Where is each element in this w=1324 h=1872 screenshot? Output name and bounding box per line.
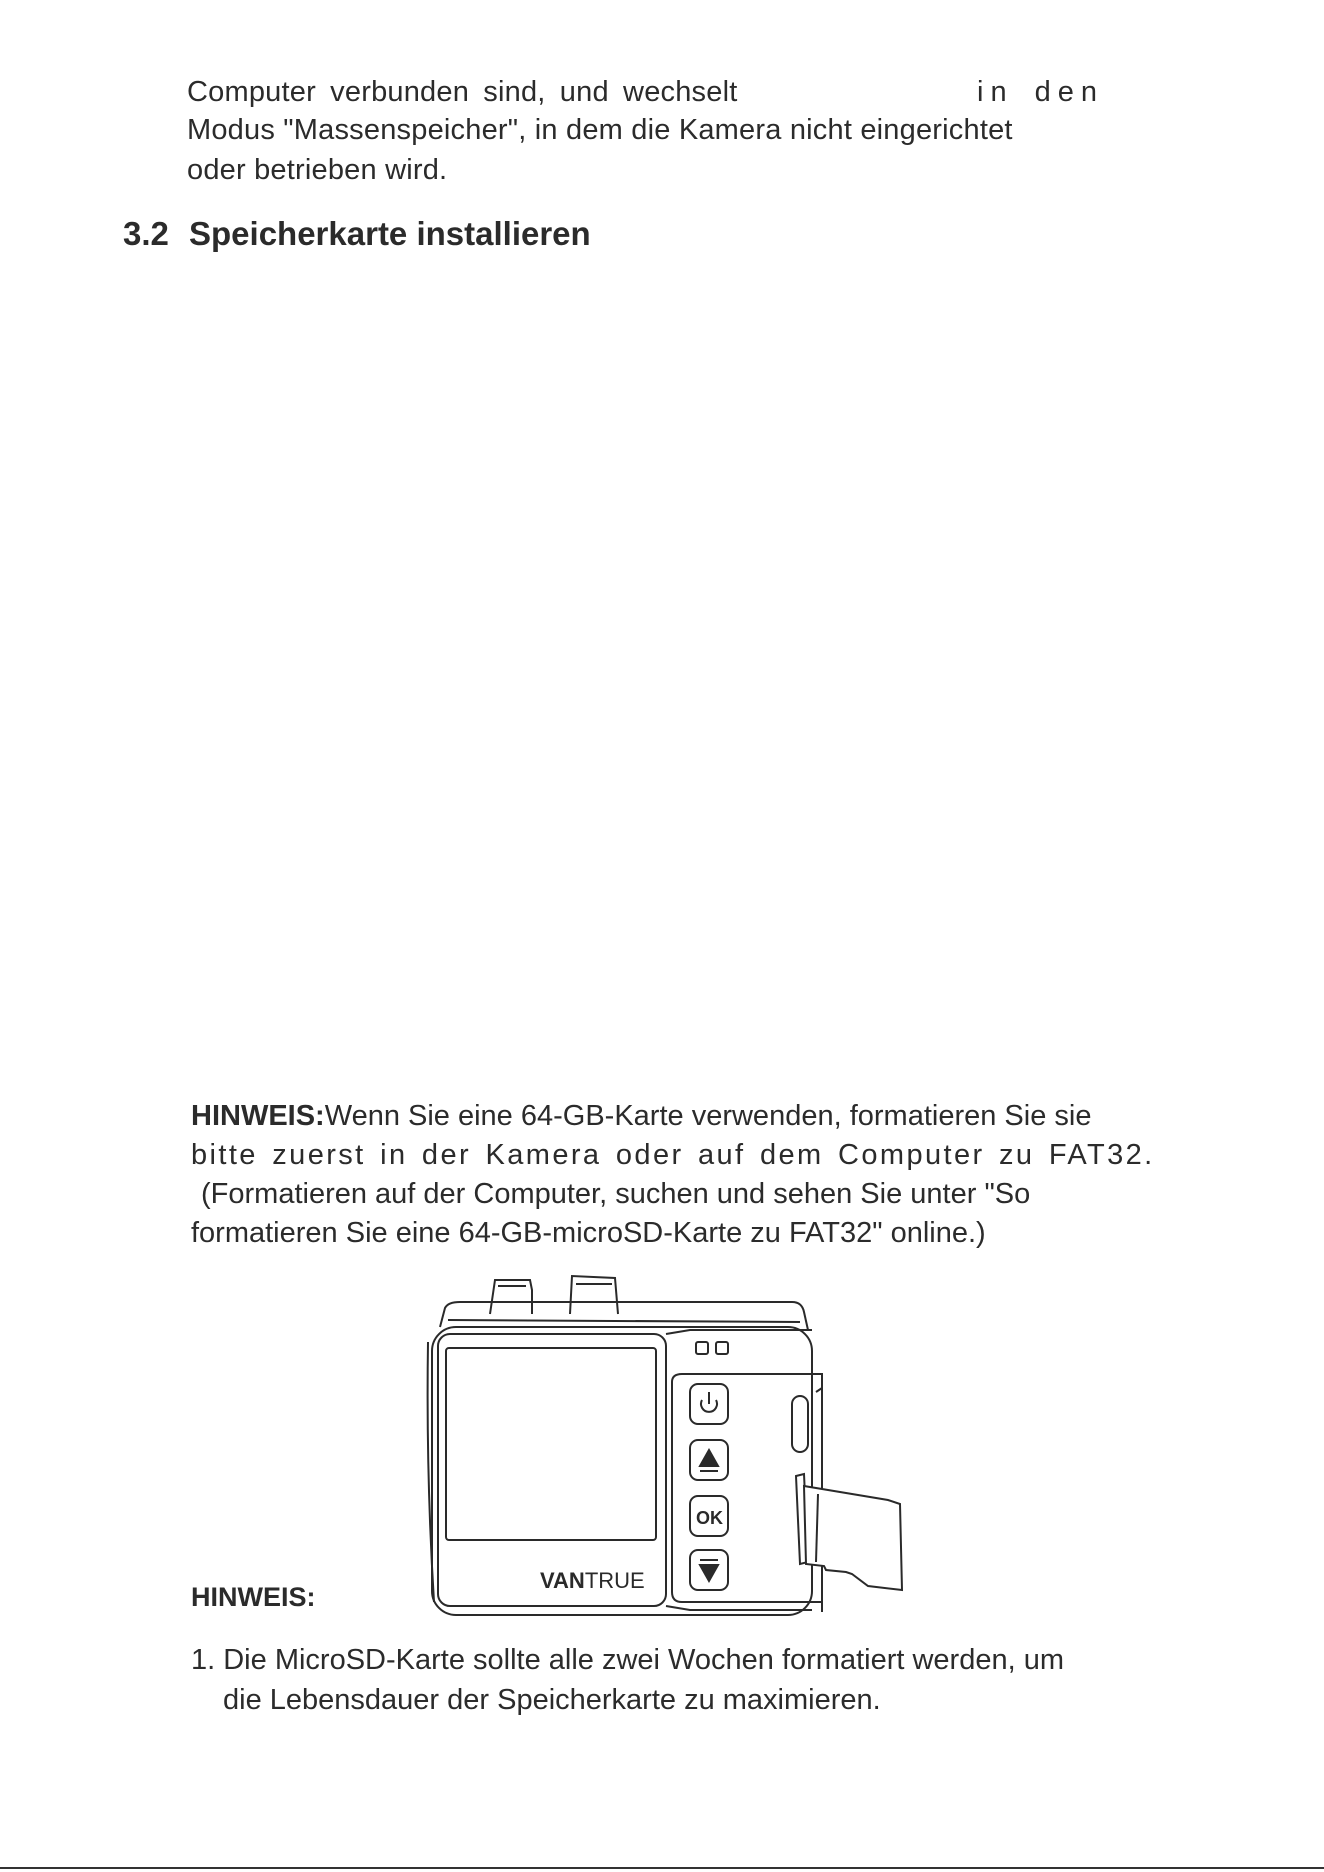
- ok-button-label: OK: [696, 1508, 723, 1528]
- section-heading: [123, 215, 591, 253]
- intro-line-1: [187, 72, 1105, 112]
- section-number: 3.2: [123, 215, 169, 252]
- mount-clip-right-icon: [570, 1276, 618, 1314]
- list-item-1-line-2: die Lebensdauer der Speicherkarte zu maximieren.: [223, 1684, 881, 1716]
- note-line-2: bitte zuerst in der Kamera oder auf dem Computer zu FAT32.: [191, 1139, 1155, 1171]
- down-icon: [690, 1550, 728, 1590]
- screen-bezel-icon: [438, 1334, 666, 1606]
- note-format-64gb: [191, 1097, 1155, 1253]
- mount-clip-left-icon: [490, 1280, 532, 1314]
- eject-up-icon: [690, 1440, 728, 1480]
- section-title: Speicherkarte installieren: [189, 215, 591, 252]
- note-label: HINWEIS:: [191, 1100, 325, 1132]
- list-item-1-line-1: 1. Die MicroSD-Karte sollte alle zwei Wochen formatiert werden, um: [191, 1644, 1065, 1676]
- note-2-list: [191, 1640, 1191, 1720]
- display-screen-icon: [446, 1348, 656, 1540]
- usb-port-icon: [792, 1396, 808, 1452]
- power-icon: [690, 1384, 728, 1424]
- intro-line-3: oder betrieben wird.: [187, 154, 448, 186]
- note-2-label: HINWEIS:: [191, 1582, 316, 1612]
- intro-line-2: Modus "Massenspeicher", in dem die Kamera nicht eingerichtet: [187, 114, 1013, 146]
- intro-line-1-start: Computer verbunden sind, und wechselt: [187, 76, 738, 108]
- brand-logo: VANTRUE: [540, 1568, 645, 1593]
- led-right-icon: [716, 1342, 728, 1354]
- footer-divider: [0, 1867, 1324, 1869]
- note-line-1: Wenn Sie eine 64-GB-Karte verwenden, formatieren Sie sie: [324, 1100, 1092, 1132]
- note-line-3: (Formatieren auf der Computer, suchen und sehen Sie unter "So: [201, 1178, 1031, 1210]
- dashcam-illustration: [420, 1272, 910, 1628]
- camera-top-icon: [440, 1302, 808, 1330]
- intro-line-1-end: in den: [977, 76, 1105, 108]
- note-line-4: formatieren Sie eine 64-GB-microSD-Karte zu FAT32" online.): [191, 1217, 986, 1249]
- led-left-icon: [696, 1342, 708, 1354]
